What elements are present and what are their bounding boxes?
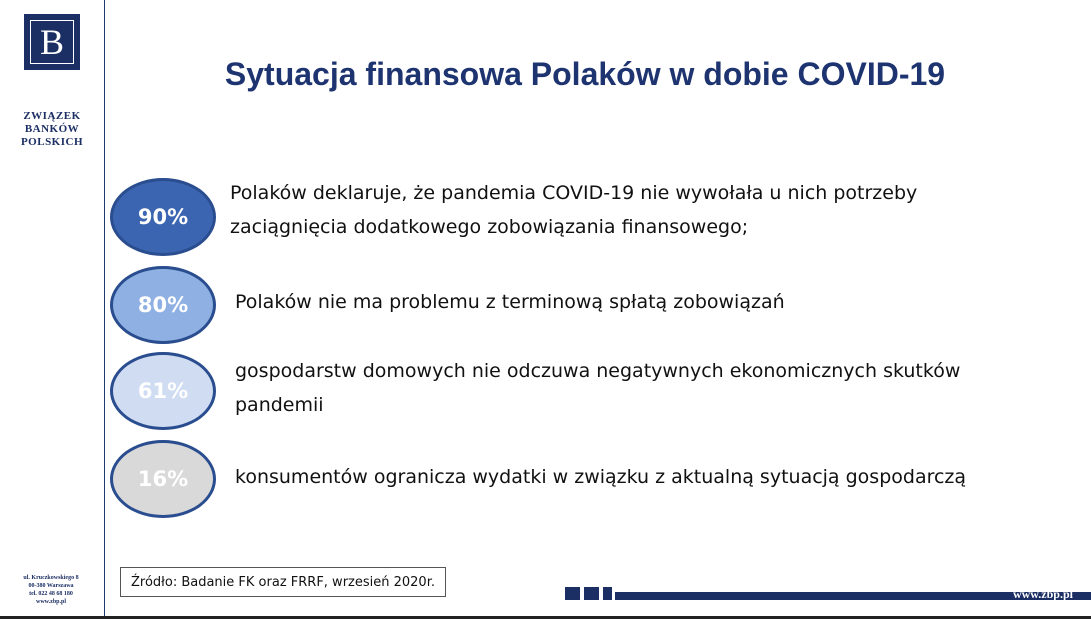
stat-line: gospodarstw domowych nie odczuwa negatywnych ekonomicznych skutków — [235, 360, 961, 382]
footer-square — [565, 587, 580, 600]
stat-line: zaciągnięcia dodatkowego zobowiązania finansowego; — [230, 216, 749, 238]
stat-line: Polaków nie ma problemu z terminową spłatą zobowiązań — [235, 291, 785, 313]
address-line: www.zbp.pl — [35, 599, 66, 605]
address-line: 00-380 Warszawa — [28, 583, 74, 589]
org-name-line: POLSKICH — [20, 136, 84, 148]
stat-description — [235, 285, 785, 319]
zbp-logo — [24, 14, 80, 70]
stat-line: pandemii — [235, 394, 324, 416]
stat-row-16 — [110, 438, 1010, 528]
sidebar-divider — [104, 0, 105, 619]
stat-description — [235, 460, 966, 494]
org-name-line: ZWIĄZEK — [23, 110, 81, 122]
source-note: Źródło: Badanie FK oraz FRRF, wrzesień 2020r. — [120, 567, 446, 597]
stat-circle: 80% — [110, 266, 216, 344]
address-line: tel. 022 48 68 180 — [29, 591, 73, 597]
stat-description — [230, 176, 917, 244]
address-line: ul. Kruczkowskiego 8 — [23, 575, 79, 581]
logo-letter: B — [30, 20, 74, 64]
stat-row-61 — [110, 350, 1010, 440]
organization-name — [10, 110, 94, 149]
slide-title: Sytuacja finansowa Polaków w dobie COVID-19 — [224, 56, 946, 92]
org-name-line: BANKÓW — [24, 123, 80, 135]
website-link[interactable]: www.zbp.pl — [1012, 587, 1073, 601]
stat-row-90 — [110, 172, 1010, 262]
stat-row-80 — [110, 262, 1010, 352]
footer-square — [584, 587, 599, 600]
stat-circle: 16% — [110, 440, 216, 518]
stat-circle: 90% — [110, 178, 216, 256]
stat-circle: 61% — [110, 352, 216, 430]
address-block — [6, 574, 96, 606]
stat-line: Polaków deklaruje, że pandemia COVID-19 nie wywołała u nich potrzeby — [230, 182, 918, 204]
footer-square — [603, 587, 612, 600]
stat-description — [235, 354, 960, 422]
stat-line: konsumentów ogranicza wydatki w związku z aktualną sytuacją gospodarczą — [235, 466, 967, 488]
